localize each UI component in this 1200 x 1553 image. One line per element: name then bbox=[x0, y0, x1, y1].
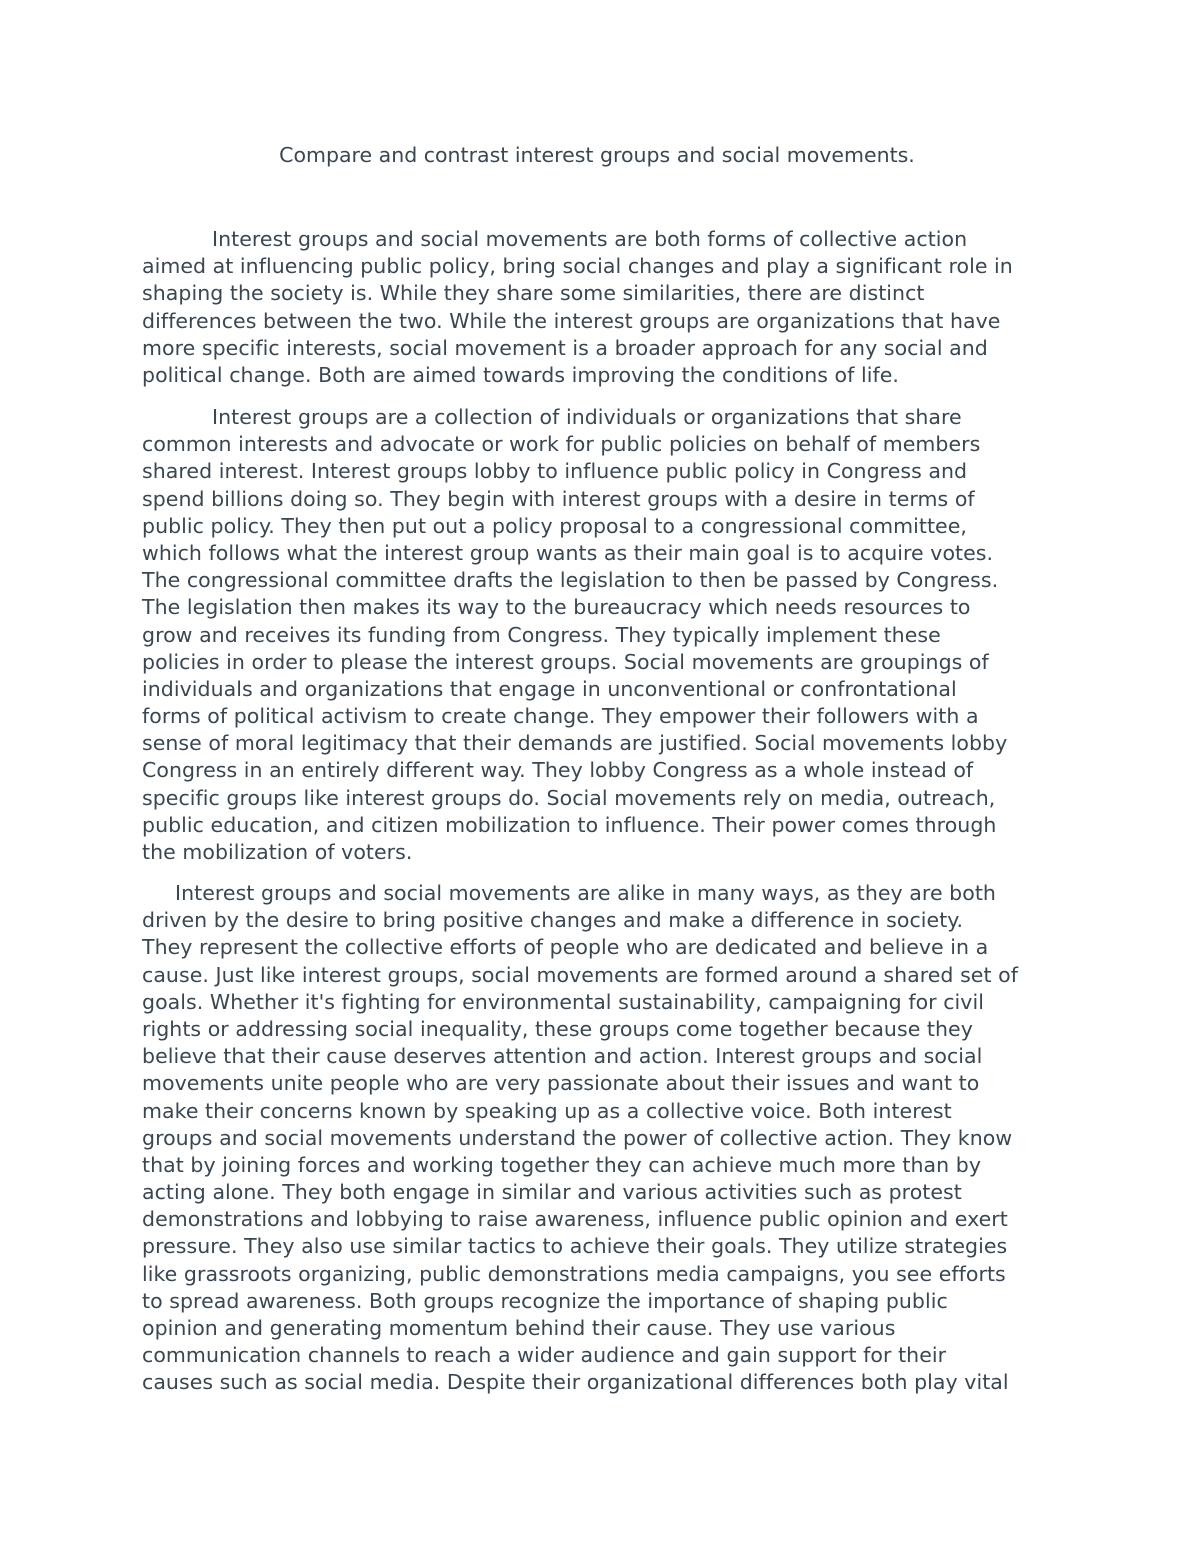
paragraph-line: the mobilization of voters. bbox=[142, 840, 413, 864]
paragraph-line: grow and receives its funding from Congress. They typically implement these bbox=[142, 622, 941, 647]
paragraph-line: make their concerns known by speaking up as a collective voice. Both interest bbox=[142, 1098, 952, 1123]
paragraph-line: movements unite people who are very passionate about their issues and want to bbox=[142, 1071, 980, 1096]
paragraph-line: shaping the society is. While they share some similarities, there are distinct bbox=[142, 281, 925, 306]
paragraph-line: spend billions doing so. They begin with interest groups with a desire in terms of bbox=[142, 486, 975, 511]
paragraph-line: public policy. They then put out a policy proposal to a congressional committee, bbox=[142, 513, 967, 538]
paragraph-line: groups and social movements understand the power of collective action. They know bbox=[142, 1125, 1013, 1150]
paragraph-line: believe that their cause deserves attention and action. Interest groups and social bbox=[142, 1044, 983, 1069]
paragraph-line: policies in order to please the interest groups. Social movements are groupings of bbox=[142, 649, 989, 674]
paragraph-line: which follows what the interest group wants as their main goal is to acquire votes. bbox=[142, 540, 994, 565]
paragraph-line: They represent the collective efforts of people who are dedicated and believe in a bbox=[142, 935, 989, 960]
paragraph-line: like grassroots organizing, public demonstrations media campaigns, you see efforts bbox=[142, 1261, 1006, 1286]
paragraph-line: political change. Both are aimed towards improving the conditions of life. bbox=[142, 362, 899, 387]
paragraph-line: Interest groups are a collection of individuals or organizations that share bbox=[212, 405, 962, 429]
paragraph-line: Interest groups and social movements are both forms of collective action bbox=[212, 227, 968, 251]
paragraph-line: common interests and advocate or work for public policies on behalf of members bbox=[142, 432, 981, 457]
paragraph-line: rights or addressing social inequality, these groups come together because they bbox=[142, 1016, 973, 1041]
paragraph-line: to spread awareness. Both groups recognize the importance of shaping public bbox=[142, 1288, 948, 1313]
document-title: Compare and contrast interest groups and social movements. bbox=[279, 143, 915, 167]
paragraph-3 bbox=[142, 880, 1018, 1397]
paragraph-line: differences between the two. While the interest groups are organizations that have bbox=[142, 308, 1001, 333]
paragraph-line: more specific interests, social movement is a broader approach for any social and bbox=[142, 335, 988, 360]
paragraph-line: sense of moral legitimacy that their demands are justified. Social movements lobby bbox=[142, 731, 1008, 756]
paragraph-line: communication channels to reach a wider audience and gain support for their bbox=[142, 1343, 947, 1368]
paragraph-line: Congress in an entirely different way. They lobby Congress as a whole instead of bbox=[142, 758, 974, 783]
paragraph-line: public education, and citizen mobilization to influence. Their power comes through bbox=[142, 812, 997, 837]
paragraph-line: opinion and generating momentum behind their cause. They use various bbox=[142, 1316, 896, 1340]
paragraph-line: forms of political activism to create change. They empower their followers with a bbox=[142, 704, 979, 729]
paragraph-line: that by joining forces and working together they can achieve much more than by bbox=[142, 1152, 982, 1177]
paragraph-line: The legislation then makes its way to the bureaucracy which needs resources to bbox=[142, 595, 971, 620]
paragraph-line: cause. Just like interest groups, social movements are formed around a shared set of bbox=[142, 962, 1018, 987]
paragraph-line: specific groups like interest groups do. Social movements rely on media, outreach, bbox=[142, 785, 996, 810]
paragraph-1 bbox=[142, 226, 1013, 389]
paragraph-line: aimed at influencing public policy, bring social changes and play a significant role in bbox=[142, 254, 1013, 279]
paragraph-line: The congressional committee drafts the legislation to then be passed by Congress. bbox=[142, 568, 999, 593]
paragraph-line: driven by the desire to bring positive changes and make a difference in society. bbox=[142, 908, 964, 933]
paragraph-line: pressure. They also use similar tactics to achieve their goals. They utilize strategies bbox=[142, 1234, 1008, 1259]
paragraph-line: individuals and organizations that engage in unconventional or confrontational bbox=[142, 676, 957, 701]
paragraph-line: demonstrations and lobbying to raise awareness, influence public opinion and exert bbox=[142, 1207, 1008, 1232]
paragraph-line: goals. Whether it's fighting for environmental sustainability, campaigning for civil bbox=[142, 989, 984, 1014]
paragraph-line: shared interest. Interest groups lobby to influence public policy in Congress and bbox=[142, 459, 968, 484]
paragraph-line: acting alone. They both engage in similar and various activities such as protest bbox=[142, 1180, 962, 1205]
paragraph-line: causes such as social media. Despite their organizational differences both play vital bbox=[142, 1370, 1009, 1395]
paragraph-line: Interest groups and social movements are alike in many ways, as they are both bbox=[175, 881, 996, 905]
paragraph-2 bbox=[142, 404, 1007, 866]
